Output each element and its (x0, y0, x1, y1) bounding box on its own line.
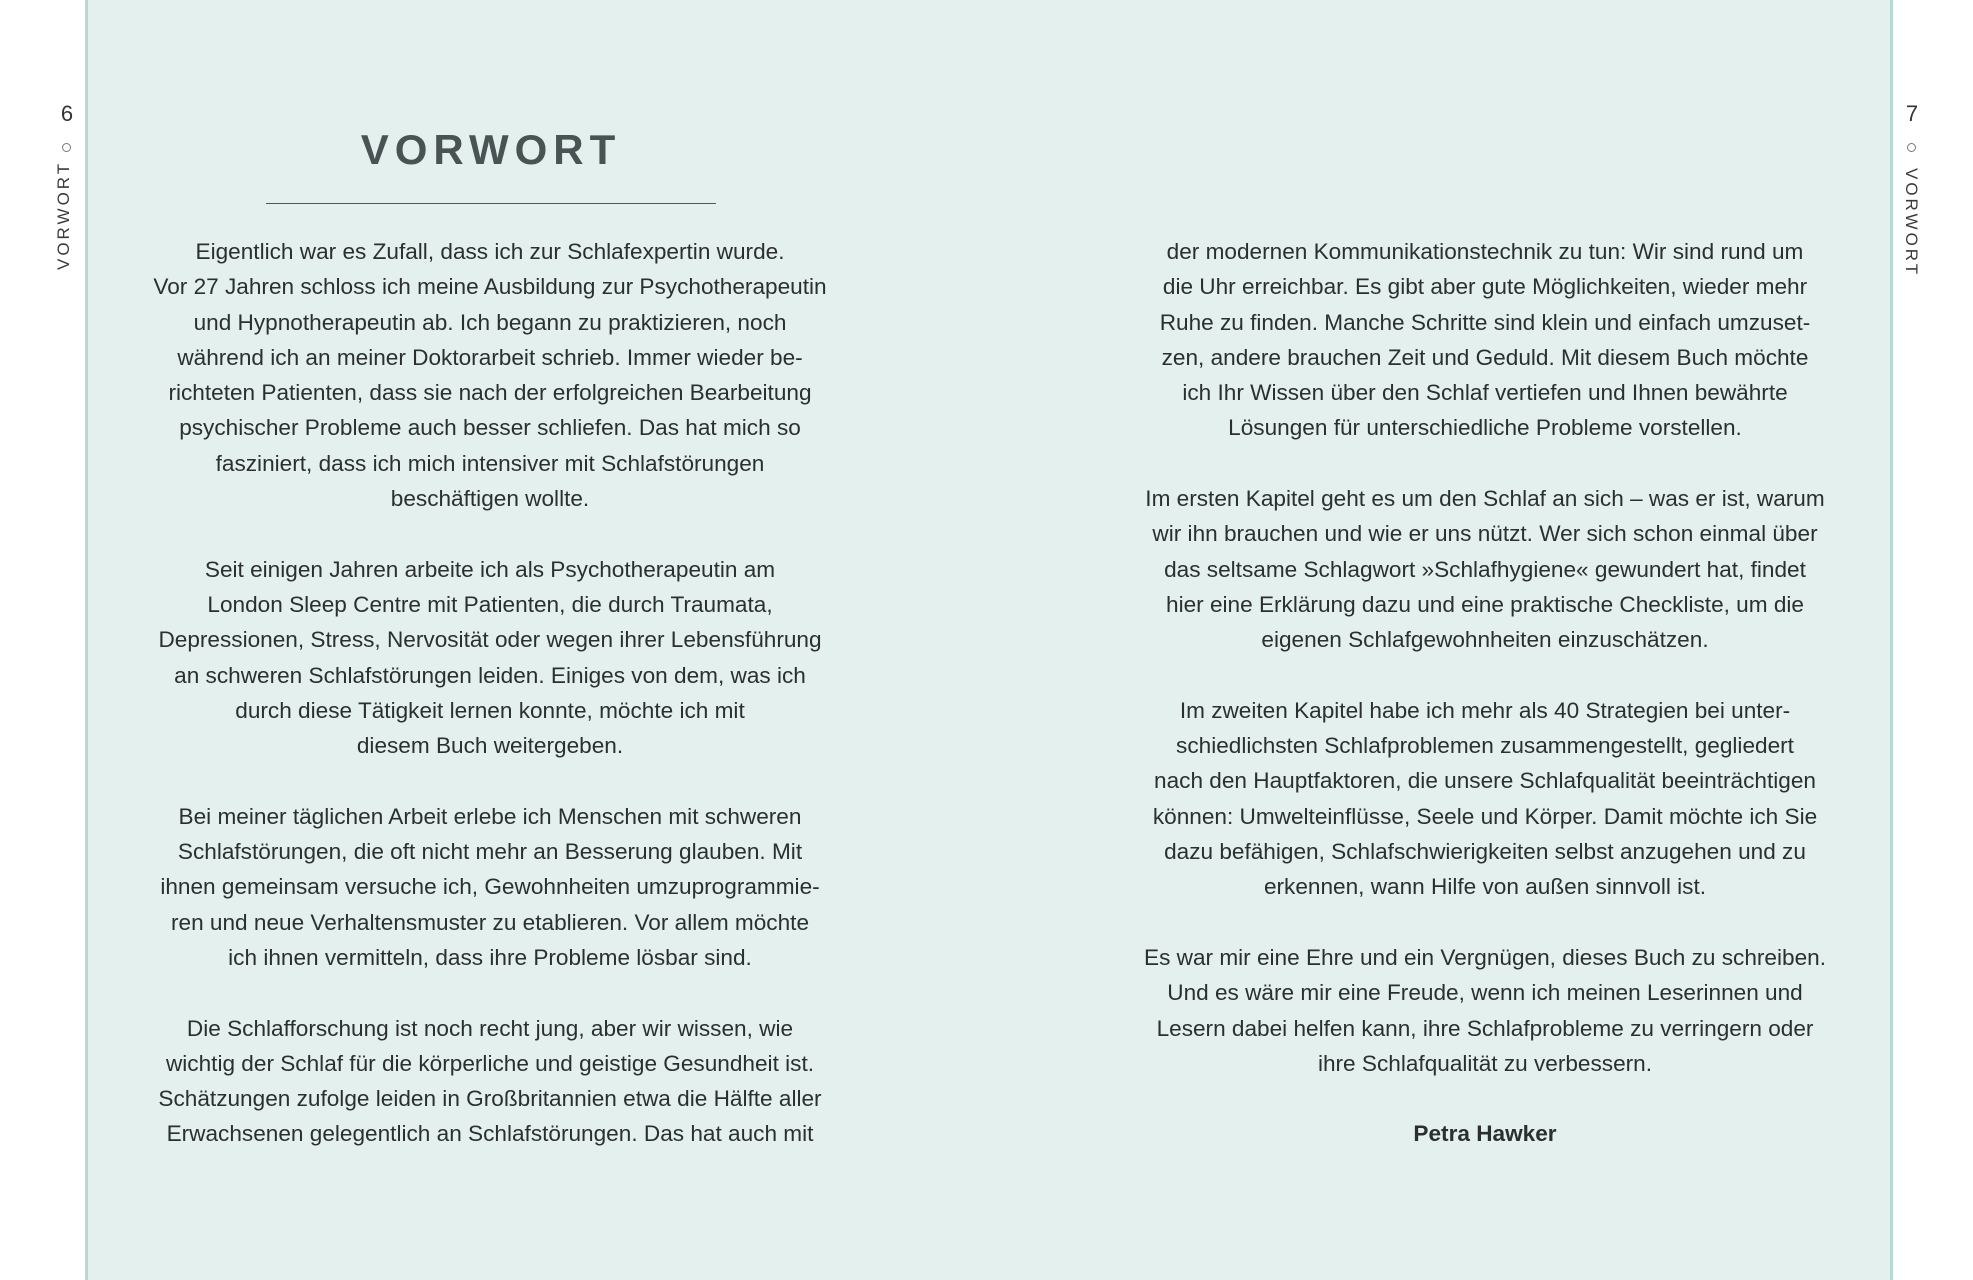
title-divider (266, 203, 716, 204)
paragraph: Eigentlich war es Zufall, dass ich zur Schlafexpertin wurde. Vor 27 Jahren schloss ich meine Ausbildung zur Psychotherapeutin und Hypnotherapeutin ab. Ich begann zu praktizieren, noch während ich an meiner Doktorarbeit schrieb. Immer wieder be- richteten Patienten, dass sie nach der erfolgreichen Bearbeitung psychischer Probleme auch besser schliefen. Das hat mich so fasziniert, dass ich mich intensiver mit Schlafstörungen beschäftigen wollte. (153, 239, 827, 512)
right-column (1130, 234, 1840, 1187)
author-signature: Petra Hawker (1413, 1121, 1557, 1147)
left-column (140, 234, 840, 1187)
paragraph: Im ersten Kapitel geht es um den Schlaf an sich – was er ist, warum wir ihn brauchen und wie er uns nützt. Wer sich schon einmal über das seltsame Schlagwort »Schlafhygiene« gewundert hat, findet hier eine Erklärung dazu und eine praktische Checkliste, um die eigenen Schlafgewohnheiten einzuschätzen. (1145, 486, 1825, 653)
page-number-left: 6 (60, 101, 74, 126)
running-head-right: VORWORT (1902, 168, 1921, 278)
paragraph: Bei meiner täglichen Arbeit erlebe ich Menschen mit schweren Schlafstörungen, die oft nicht mehr an Besserung glauben. Mit ihnen gemeinsam versuche ich, Gewohnheiten umzuprogrammie- ren und neue Verhaltensmuster zu etablieren. Vor allem möchte ich ihnen vermitteln, dass ihre Probleme lösbar sind. (160, 803, 820, 970)
paragraph: Die Schlafforschung ist noch recht jung, aber wir wissen, wie wichtig der Schlaf für die körperliche und geistige Gesundheit ist. Schätzungen zufolge leiden in Großbritannien etwa die Hälfte aller Erwachsenen gelegentlich an Schlafstörungen. Das hat auch mit (158, 1015, 822, 1147)
paragraph: Es war mir eine Ehre und ein Vergnügen, dieses Buch zu schreiben. Und es wäre mir eine Freude, wenn ich meinen Leserinnen und Lesern dabei helfen kann, ihre Schlafprobleme zu verringern oder ihre Schlafqualität zu verbessern. (1144, 944, 1826, 1076)
running-head-left: VORWORT (54, 160, 73, 270)
page-title: VORWORT (360, 126, 622, 173)
paragraph: der modernen Kommunikationstechnik zu tun: Wir sind rund um die Uhr erreichbar. Es gibt aber gute Möglichkeiten, wieder mehr Ruhe zu finden. Manche Schritte sind klein und einfach umzuset- zen, andere brauchen Zeit und Geduld. Mit diesem Buch möchte ich Ihr Wissen über den Schlaf vertiefen und Ihnen bewährte Lösungen für unterschiedliche Probleme vorstellen. (1159, 239, 1811, 441)
paragraph: Im zweiten Kapitel habe ich mehr als 40 Strategien bei unter- schiedlichsten Schlafproblemen zusammengestellt, gegliedert nach den Hauptfaktoren, die unsere Schlafqualität beeinträchtigen können: Umwelteinflüsse, Seele und Körper. Damit möchte ich Sie dazu befähigen, Schlafschwierigkeiten selbst anzugehen und zu erkennen, wann Hilfe von außen sinnvoll ist. (1152, 697, 1818, 900)
paragraph: Seit einigen Jahren arbeite ich als Psychotherapeutin am London Sleep Centre mit Patienten, die durch Traumata, Depressionen, Stress, Nervosität oder wegen ihrer Lebensführung an schweren Schlafstörungen leiden. Einiges von dem, was ich durch diese Tätigkeit lernen konnte, möchte ich mit diesem Buch weitergeben. (158, 556, 822, 759)
folio-circle-icon-right (1907, 143, 1916, 152)
page-number-right: 7 (1905, 101, 1919, 126)
folio-circle-icon-left (62, 143, 71, 152)
